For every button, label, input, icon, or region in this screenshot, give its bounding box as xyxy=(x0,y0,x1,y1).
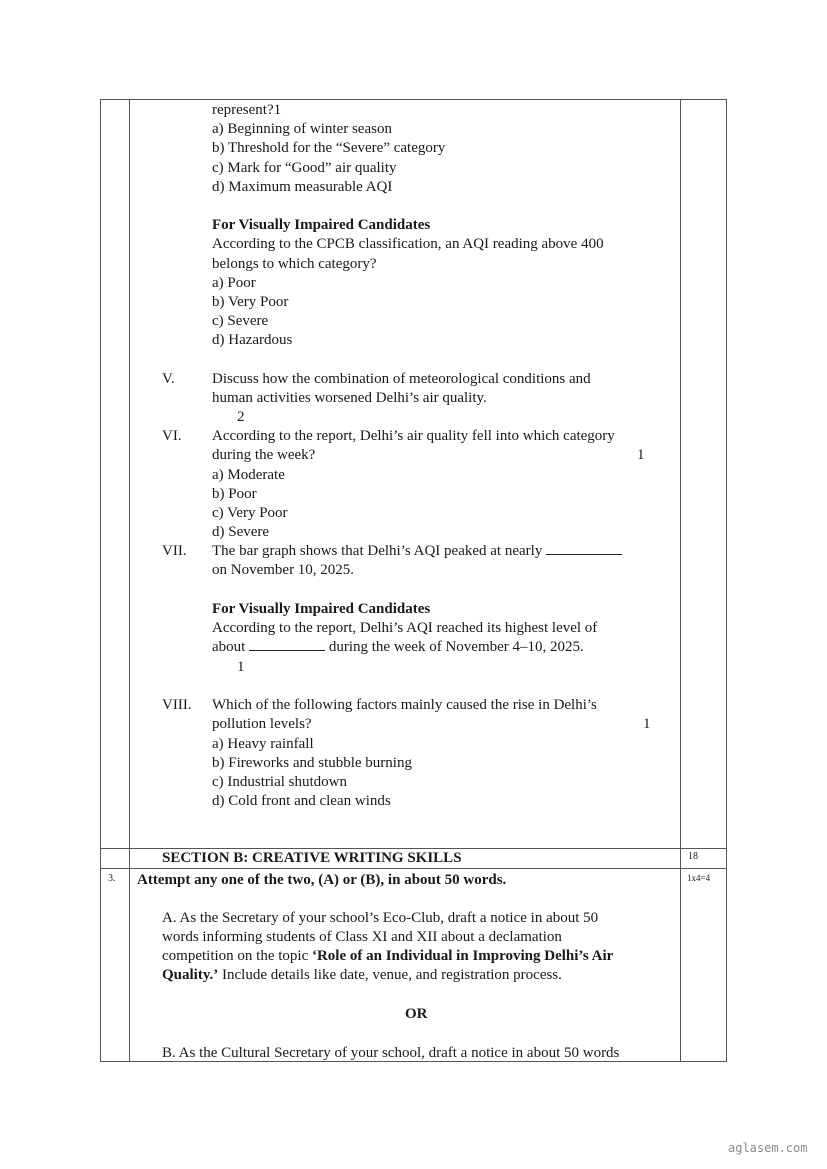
marks: 1 xyxy=(643,716,651,732)
vi-heading: For Visually Impaired Candidates xyxy=(212,217,431,233)
question-number: VIII. xyxy=(162,697,192,713)
marks: 1x4=4 xyxy=(687,873,711,883)
option-a-text xyxy=(162,966,562,984)
option: b) Fireworks and stubble burning xyxy=(212,755,412,771)
or-separator: OR xyxy=(405,1006,428,1022)
table-border-right xyxy=(726,99,727,1062)
question-text: human activities worsened Delhi’s air quality. xyxy=(212,390,487,406)
vi-question xyxy=(212,638,584,656)
option: a) Heavy rainfall xyxy=(212,736,314,752)
question-text: pollution levels? xyxy=(212,716,312,732)
option: a) Poor xyxy=(212,275,256,291)
marks: 1 xyxy=(637,447,645,463)
question-stem: represent?1 xyxy=(212,102,282,118)
marks: 2 xyxy=(237,409,245,425)
question-number: VI. xyxy=(162,428,182,444)
option-b-text: B. As the Cultural Secretary of your school, draft a notice in about 50 words xyxy=(162,1045,620,1061)
vi-question-part: about xyxy=(212,639,246,655)
option-a-text xyxy=(162,947,613,965)
table-row-divider xyxy=(100,868,727,869)
option: d) Maximum measurable AQI xyxy=(212,179,393,195)
option: c) Severe xyxy=(212,313,269,329)
option: b) Threshold for the “Severe” category xyxy=(212,140,446,156)
question-text: According to the report, Delhi’s air quality fell into which category xyxy=(212,428,615,444)
question-text: during the week? xyxy=(212,447,316,463)
table-col-divider xyxy=(129,99,130,1062)
question-number: 3. xyxy=(108,873,116,884)
option: c) Very Poor xyxy=(212,505,288,521)
option: a) Moderate xyxy=(212,467,285,483)
option: d) Severe xyxy=(212,524,270,540)
option-a-text: words informing students of Class XI and XII about a declamation xyxy=(162,929,562,945)
section-marks: 18 xyxy=(688,851,698,862)
option-a-part: Include details like date, venue, and registration process. xyxy=(218,967,562,983)
marks: 1 xyxy=(237,659,245,675)
question-text xyxy=(212,542,622,560)
table-border-left xyxy=(100,99,101,1062)
vi-question: According to the CPCB classification, an AQI reading above 400 xyxy=(212,236,604,252)
question-text: on November 10, 2025. xyxy=(212,562,355,578)
option: c) Mark for “Good” air quality xyxy=(212,160,397,176)
question-instruction: Attempt any one of the two, (A) or (B), in about 50 words. xyxy=(137,872,507,888)
topic-title: ‘Role of an Individual in Improving Delhi’s Air xyxy=(311,948,614,964)
question-text-part: The bar graph shows that Delhi’s AQI peaked at nearly xyxy=(212,543,543,559)
section-title: SECTION B: CREATIVE WRITING SKILLS xyxy=(162,850,462,866)
table-col-divider xyxy=(680,99,681,1062)
vi-question-part: during the week of November 4–10, 2025. xyxy=(328,639,584,655)
watermark: aglasem.com xyxy=(728,1141,808,1155)
option: b) Very Poor xyxy=(212,294,289,310)
answer-blank xyxy=(249,638,325,651)
vi-heading: For Visually Impaired Candidates xyxy=(212,601,431,617)
question-number: V. xyxy=(162,371,175,387)
question-text: Discuss how the combination of meteorological conditions and xyxy=(212,371,591,387)
option: d) Cold front and clean winds xyxy=(212,793,391,809)
option-a-part: competition on the topic xyxy=(162,948,312,964)
option: c) Industrial shutdown xyxy=(212,774,347,790)
option: b) Poor xyxy=(212,486,257,502)
answer-blank xyxy=(546,542,622,555)
vi-question: belongs to which category? xyxy=(212,256,377,272)
question-number: VII. xyxy=(162,543,187,559)
table-border-top xyxy=(100,99,727,100)
topic-title: Quality.’ xyxy=(162,967,219,983)
question-text: Which of the following factors mainly caused the rise in Delhi’s xyxy=(212,697,597,713)
option-a-text: A. As the Secretary of your school’s Eco-Club, draft a notice in about 50 xyxy=(162,910,599,926)
option: a) Beginning of winter season xyxy=(212,121,392,137)
option: d) Hazardous xyxy=(212,332,293,348)
vi-question: According to the report, Delhi’s AQI reached its highest level of xyxy=(212,620,598,636)
